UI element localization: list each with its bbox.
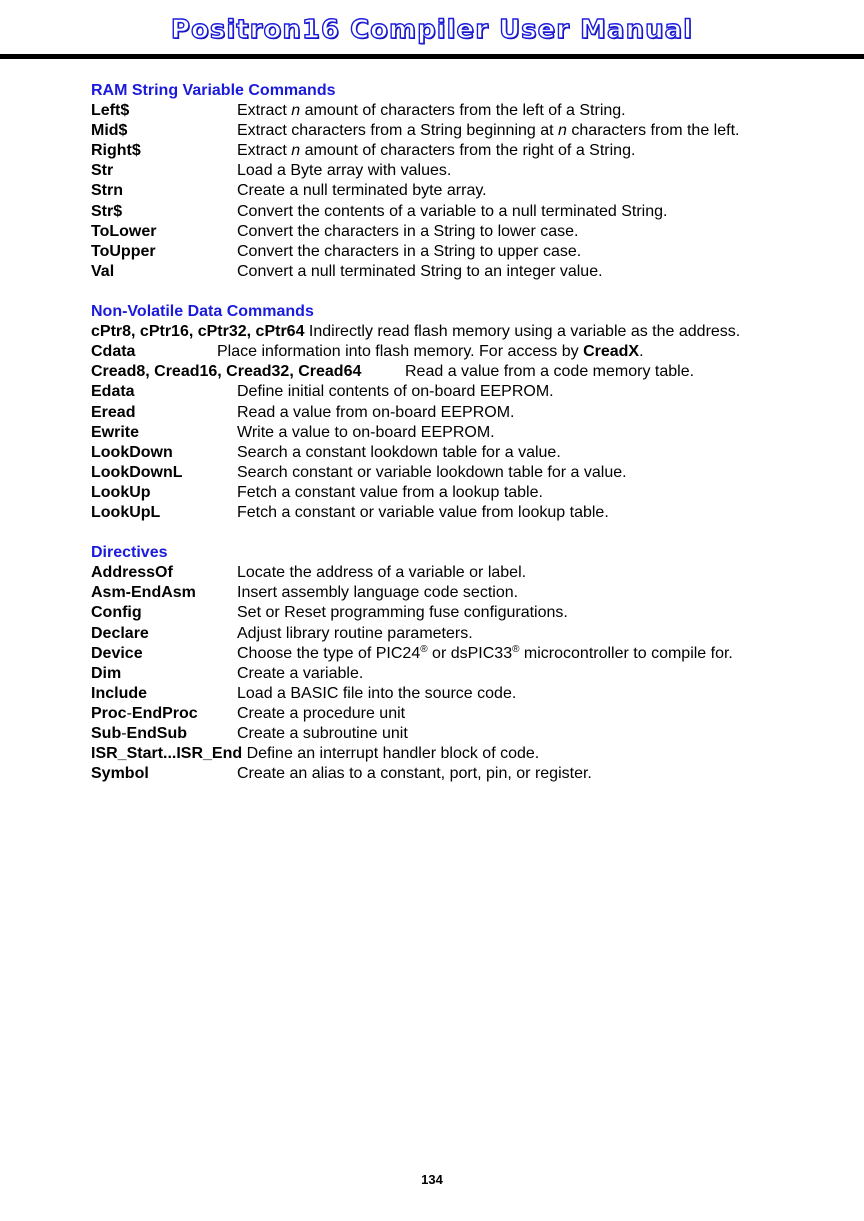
page-content xyxy=(91,81,831,784)
command-description: Fetch a constant or variable value from lookup table. xyxy=(237,503,609,521)
registered-mark: ® xyxy=(512,643,520,655)
command-description: Load a Byte array with values. xyxy=(237,162,452,180)
directive-description: Create a variable. xyxy=(237,664,364,682)
directive-row xyxy=(91,744,831,764)
directive-description: Create an alias to a constant, port, pin, or register. xyxy=(237,765,592,783)
command-row xyxy=(91,222,831,242)
command-row xyxy=(91,362,831,382)
command-name: Eread xyxy=(91,403,136,421)
directive-name: Asm-EndAsm xyxy=(91,584,196,602)
directive-description: Adjust library routine parameters. xyxy=(237,624,473,642)
command-name: LookDownL xyxy=(91,463,183,481)
section-title-ram-string: RAM String Variable Commands xyxy=(91,82,336,99)
directive-name: Config xyxy=(91,604,142,622)
section-spacer xyxy=(91,282,831,302)
command-description: Read a value from a code memory table. xyxy=(405,363,695,381)
directive-name: Sub-EndSub xyxy=(91,725,187,742)
section-title-non-volatile: Non-Volatile Data Commands xyxy=(91,303,314,321)
command-row xyxy=(91,262,831,282)
command-row xyxy=(91,161,831,181)
command-row xyxy=(91,101,831,121)
directive-row xyxy=(91,624,831,644)
command-row xyxy=(91,202,831,222)
directive-row xyxy=(91,704,831,724)
directive-row xyxy=(91,644,831,664)
command-name: Str$ xyxy=(91,202,123,220)
command-description: Fetch a constant value from a lookup table. xyxy=(237,483,543,501)
command-row xyxy=(91,403,831,423)
directive-row xyxy=(91,583,831,603)
directive-description: Insert assembly language code section. xyxy=(237,584,519,602)
directive-row xyxy=(91,684,831,704)
directive-row xyxy=(91,664,831,684)
directive-description: Set or Reset programming fuse configurations. xyxy=(237,604,568,622)
directive-name: Device xyxy=(91,644,143,662)
command-description: Read a value from on-board EEPROM. xyxy=(237,403,515,421)
command-name: Str xyxy=(91,162,114,180)
directive-name: Include xyxy=(91,684,148,702)
command-description: Search a constant lookdown table for a value. xyxy=(237,443,561,461)
command-description: Convert the contents of a variable to a null terminated String. xyxy=(237,202,668,220)
directive-row xyxy=(91,724,831,744)
command-description: Convert the characters in a String to upper case. xyxy=(237,242,582,260)
command-name: Cdata xyxy=(91,343,136,361)
directive-name: Proc-EndProc xyxy=(91,704,198,722)
directive-name: AddressOf xyxy=(91,564,173,582)
page-header xyxy=(0,0,864,62)
directive-name: ISR_Start...ISR_End xyxy=(91,745,243,763)
command-name: Ewrite xyxy=(91,423,140,441)
directive-row xyxy=(91,764,831,784)
header-rule xyxy=(0,54,864,59)
command-description: Convert a null terminated String to an integer value. xyxy=(237,262,603,280)
command-description: Indirectly read flash memory using a variable as the address. xyxy=(304,323,741,341)
command-row xyxy=(91,242,831,262)
command-name: Cread8, Cread16, Cread32, Cread64 xyxy=(91,363,362,381)
command-row xyxy=(91,181,831,201)
command-name: Left$ xyxy=(91,102,130,120)
command-row xyxy=(91,382,831,402)
command-row xyxy=(91,503,831,523)
directive-name: Symbol xyxy=(91,765,149,783)
command-name: ToUpper xyxy=(91,242,156,260)
directive-description: Load a BASIC file into the source code. xyxy=(237,684,517,702)
directive-description: Create a procedure unit xyxy=(237,704,406,722)
command-row xyxy=(91,423,831,443)
command-description: Extract n amount of characters from the right of a String. xyxy=(237,142,636,160)
command-description: Extract characters from a String beginning at n characters from the left. xyxy=(237,122,740,140)
directive-name: Declare xyxy=(91,624,149,642)
command-description: Extract n amount of characters from the left of a String. xyxy=(237,102,626,120)
command-row xyxy=(91,463,831,483)
command-name: LookUpL xyxy=(91,503,161,521)
command-row xyxy=(91,322,831,342)
command-name: LookDown xyxy=(91,443,173,461)
command-row xyxy=(91,443,831,463)
command-description: Create a null terminated byte array. xyxy=(237,182,487,200)
command-reference: CreadX xyxy=(583,343,640,361)
command-description: Place information into flash memory. For access by CreadX. xyxy=(217,343,644,361)
directive-description: Define an interrupt handler block of code. xyxy=(242,745,540,763)
command-name: Strn xyxy=(91,182,123,200)
command-name: LookUp xyxy=(91,483,151,501)
command-name: Right$ xyxy=(91,142,141,160)
directive-description: Locate the address of a variable or label. xyxy=(237,564,527,582)
command-description: Define initial contents of on-board EEPROM. xyxy=(237,383,554,401)
command-description: Write a value to on-board EEPROM. xyxy=(237,423,495,441)
command-name: Val xyxy=(91,262,115,280)
command-name: Mid$ xyxy=(91,122,128,140)
command-description: Convert the characters in a String to lower case. xyxy=(237,222,579,240)
page-number: 134 xyxy=(421,1172,443,1187)
command-row xyxy=(91,121,831,141)
command-description: Search constant or variable lookdown table for a value. xyxy=(237,463,627,481)
command-name: Edata xyxy=(91,383,135,401)
directive-row xyxy=(91,563,831,583)
section-title-directives: Directives xyxy=(91,544,168,562)
command-name: cPtr8, cPtr16, cPtr32, cPtr64 xyxy=(91,323,305,341)
registered-mark: ® xyxy=(420,643,428,655)
directive-description: Choose the type of PIC24® or dsPIC33® microcontroller to compile for. xyxy=(237,643,733,662)
directive-description: Create a subroutine unit xyxy=(237,725,408,742)
command-row xyxy=(91,483,831,503)
command-row xyxy=(91,141,831,161)
command-row xyxy=(91,342,831,362)
directive-row xyxy=(91,603,831,623)
manual-title: Positron16 Compiler User Manual xyxy=(170,15,694,45)
section-spacer xyxy=(91,523,831,543)
directive-name: Dim xyxy=(91,664,122,682)
command-name: ToLower xyxy=(91,222,157,240)
